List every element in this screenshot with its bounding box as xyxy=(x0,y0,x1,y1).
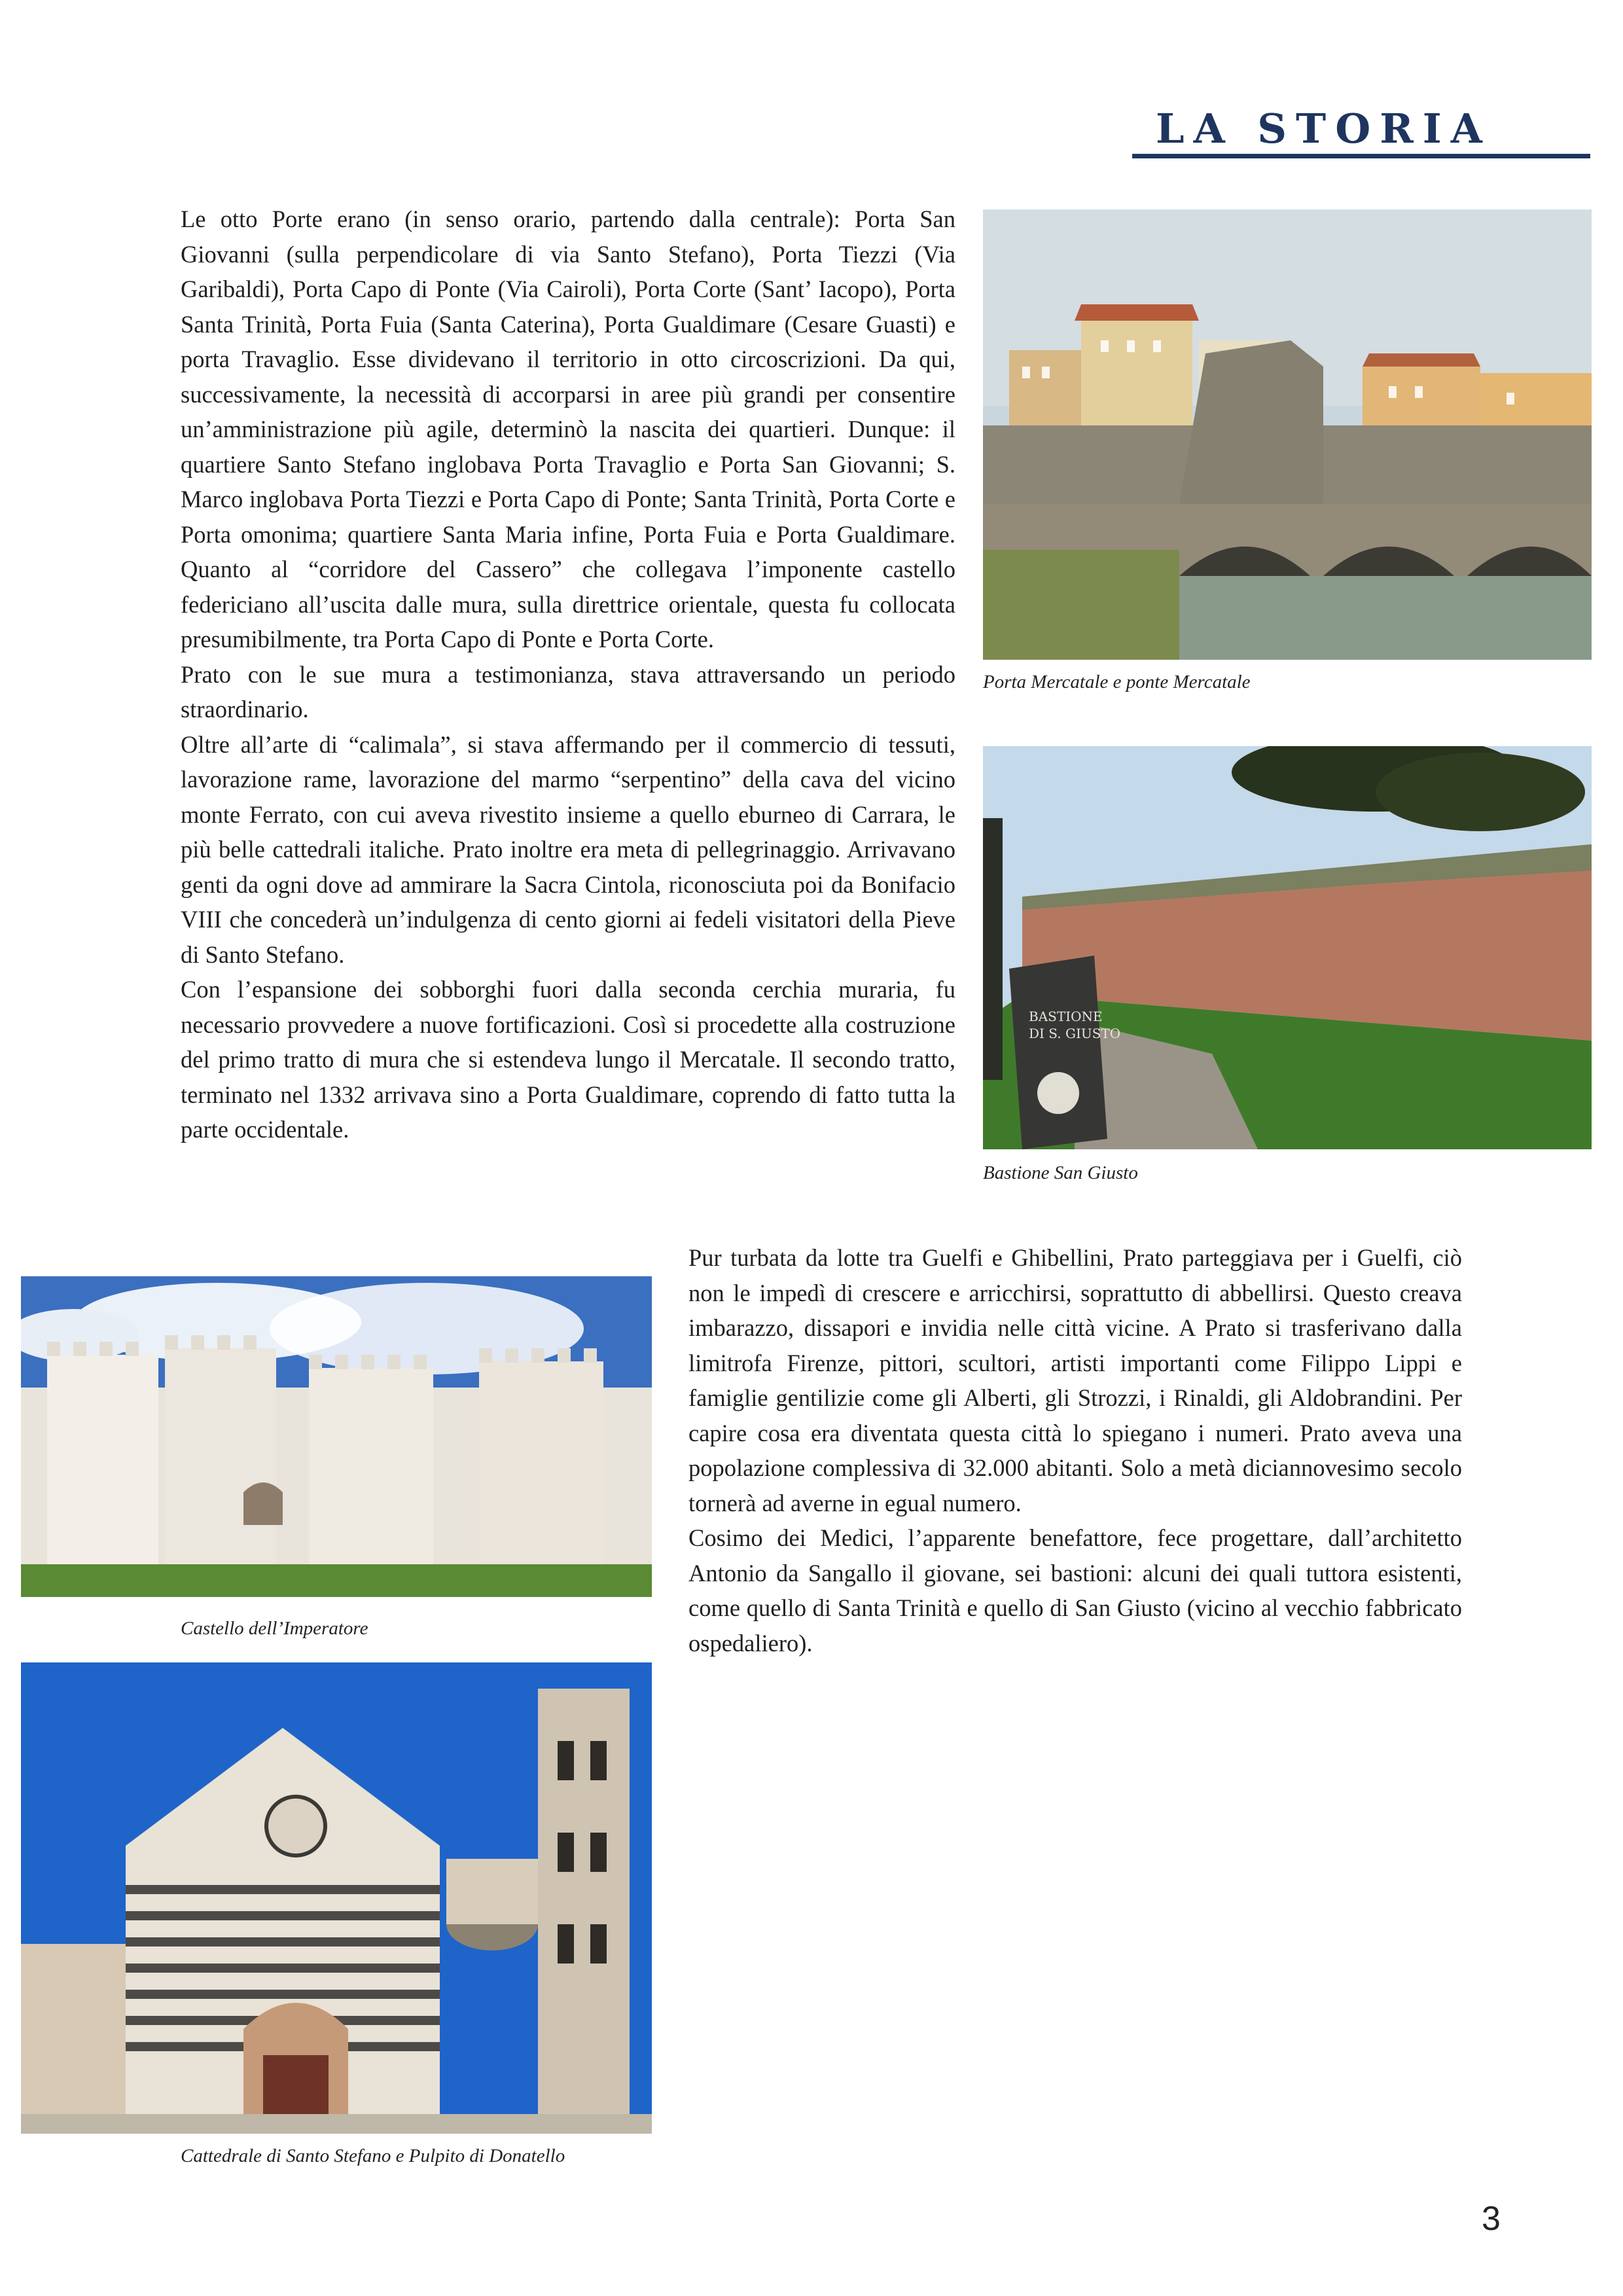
paragraph: Cosimo dei Medici, l’apparente benefattore, fece progettare, dall’architetto Antonio da Sangallo il giovane, sei bastioni: alcuni dei quali tuttora esistenti, come quello di Santa Trinità e quello di San Giusto (vicino al vecchio fabbricato ospedaliero). xyxy=(688,1524,1462,1657)
paragraph: Le otto Porte erano (in senso orario, partendo dalla centrale): Porta San Giovanni (sulla perpendicolare di via Santo Stefano), Porta Tiezzi (Via Garibaldi), Porta Capo di Ponte (Via Cairoli), Porta Corte (Sant’ Iacopo), Porta Santa Trinità, Porta Fuia (Santa Caterina), Porta Gualdimare (Cesare Guasti) e porta Travaglio. Esse dividevano il territorio in otto circoscrizioni. Da qui, successivamente, la necessità di accorparsi in aree più grandi per consentire un’amministrazione più agile, determinò la nascita dei quartieri. Dunque: il quartiere Santo Stefano inglobava Porta Travaglio e Porta San Giovanni; S. Marco inglobava Porta Tiezzi e Porta Capo di Ponte; Santa Trinità, Porta Corte e Porta omonima; quartiere Santa Maria infine, Porta Fuia e Porta Gualdimare. Quanto al “corridore del Cassero” che collegava l’imponente castello federiciano all’uscita dalle mura, sulla direttrice orientale, questa fu collocata presumibilmente, tra Porta Capo di Ponte e Porta Corte. xyxy=(181,206,955,653)
photo-cattedrale-santo-stefano xyxy=(21,1662,652,2134)
photo-porta-mercatale xyxy=(983,209,1592,660)
right-text-column xyxy=(688,1240,1462,1660)
paragraph: Prato con le sue mura a testimonianza, stava attraversando un periodo straordinario. xyxy=(181,660,955,723)
paragraph: Pur turbata da lotte tra Guelfi e Ghibellini, Prato parteggiava per i Guelfi, ciò non le impedì di crescere e arricchirsi, soprattutto di abbellirsi. Questo creava imbarazzo, dissapori e invidia nelle città vicine. A Prato si trasferivano dalla limitrofa Firenze, pittori, scultori, artisti importanti come Filippo Lippi e famiglie gentilizie come gli Alberti, gli Strozzi, i Rinaldi, gli Aldobrandini. Per capire cosa era diventata questa città lo spiegano i numeri. Prato aveva una popolazione complessiva di 32.000 abitanti. Solo a metà diciannovesimo secolo tornerà ad averne in egual numero. xyxy=(688,1244,1462,1516)
page-number: 3 xyxy=(1482,2200,1501,2238)
left-text-column xyxy=(181,202,955,1147)
sign-text-line1: BASTIONE xyxy=(1029,1009,1103,1024)
page-header xyxy=(1132,105,1590,158)
sign-text-line2: DI S. GIUSTO xyxy=(1029,1026,1121,1041)
photo-bastione-san-giusto xyxy=(983,746,1592,1149)
caption-bastione-san-giusto: Bastione San Giusto xyxy=(983,1162,1138,1183)
photo-castello-imperatore xyxy=(21,1276,652,1597)
caption-cattedrale: Cattedrale di Santo Stefano e Pulpito di Donatello xyxy=(181,2145,565,2166)
header-underline xyxy=(1132,154,1590,158)
paragraph: Oltre all’arte di “calimala”, si stava affermando per il commercio di tessuti, lavorazione rame, lavorazione del marmo “serpentino” della cava del vicino monte Ferrato, con cui aveva rivestito insieme a quello eburneo di Carrara, le più belle cattedrali italiche. Prato inoltre era meta di pellegrinaggio. Arrivavano genti da ogni dove ad ammirare la Sacra Cintola, riconosciuta poi da Bonifacio VIII che concederà un’indulgenza di cento giorni ai fedeli visitatori della Pieve di Santo Stefano. xyxy=(181,730,955,968)
caption-castello-imperatore: Castello dell’Imperatore xyxy=(181,1618,368,1639)
paragraph: Con l’espansione dei sobborghi fuori dalla seconda cerchia muraria, fu necessario provvedere a nuove fortificazioni. Così si procedette alla costruzione del primo tratto di mura che si estendeva lungo il Mercatale. Il secondo tratto, terminato nel 1332 arrivava sino a Porta Gualdimare, coprendo di fatto tutta la parte occidentale. xyxy=(181,976,955,1143)
page-title: LA STORIA xyxy=(1156,105,1491,152)
caption-porta-mercatale: Porta Mercatale e ponte Mercatale xyxy=(983,672,1251,692)
